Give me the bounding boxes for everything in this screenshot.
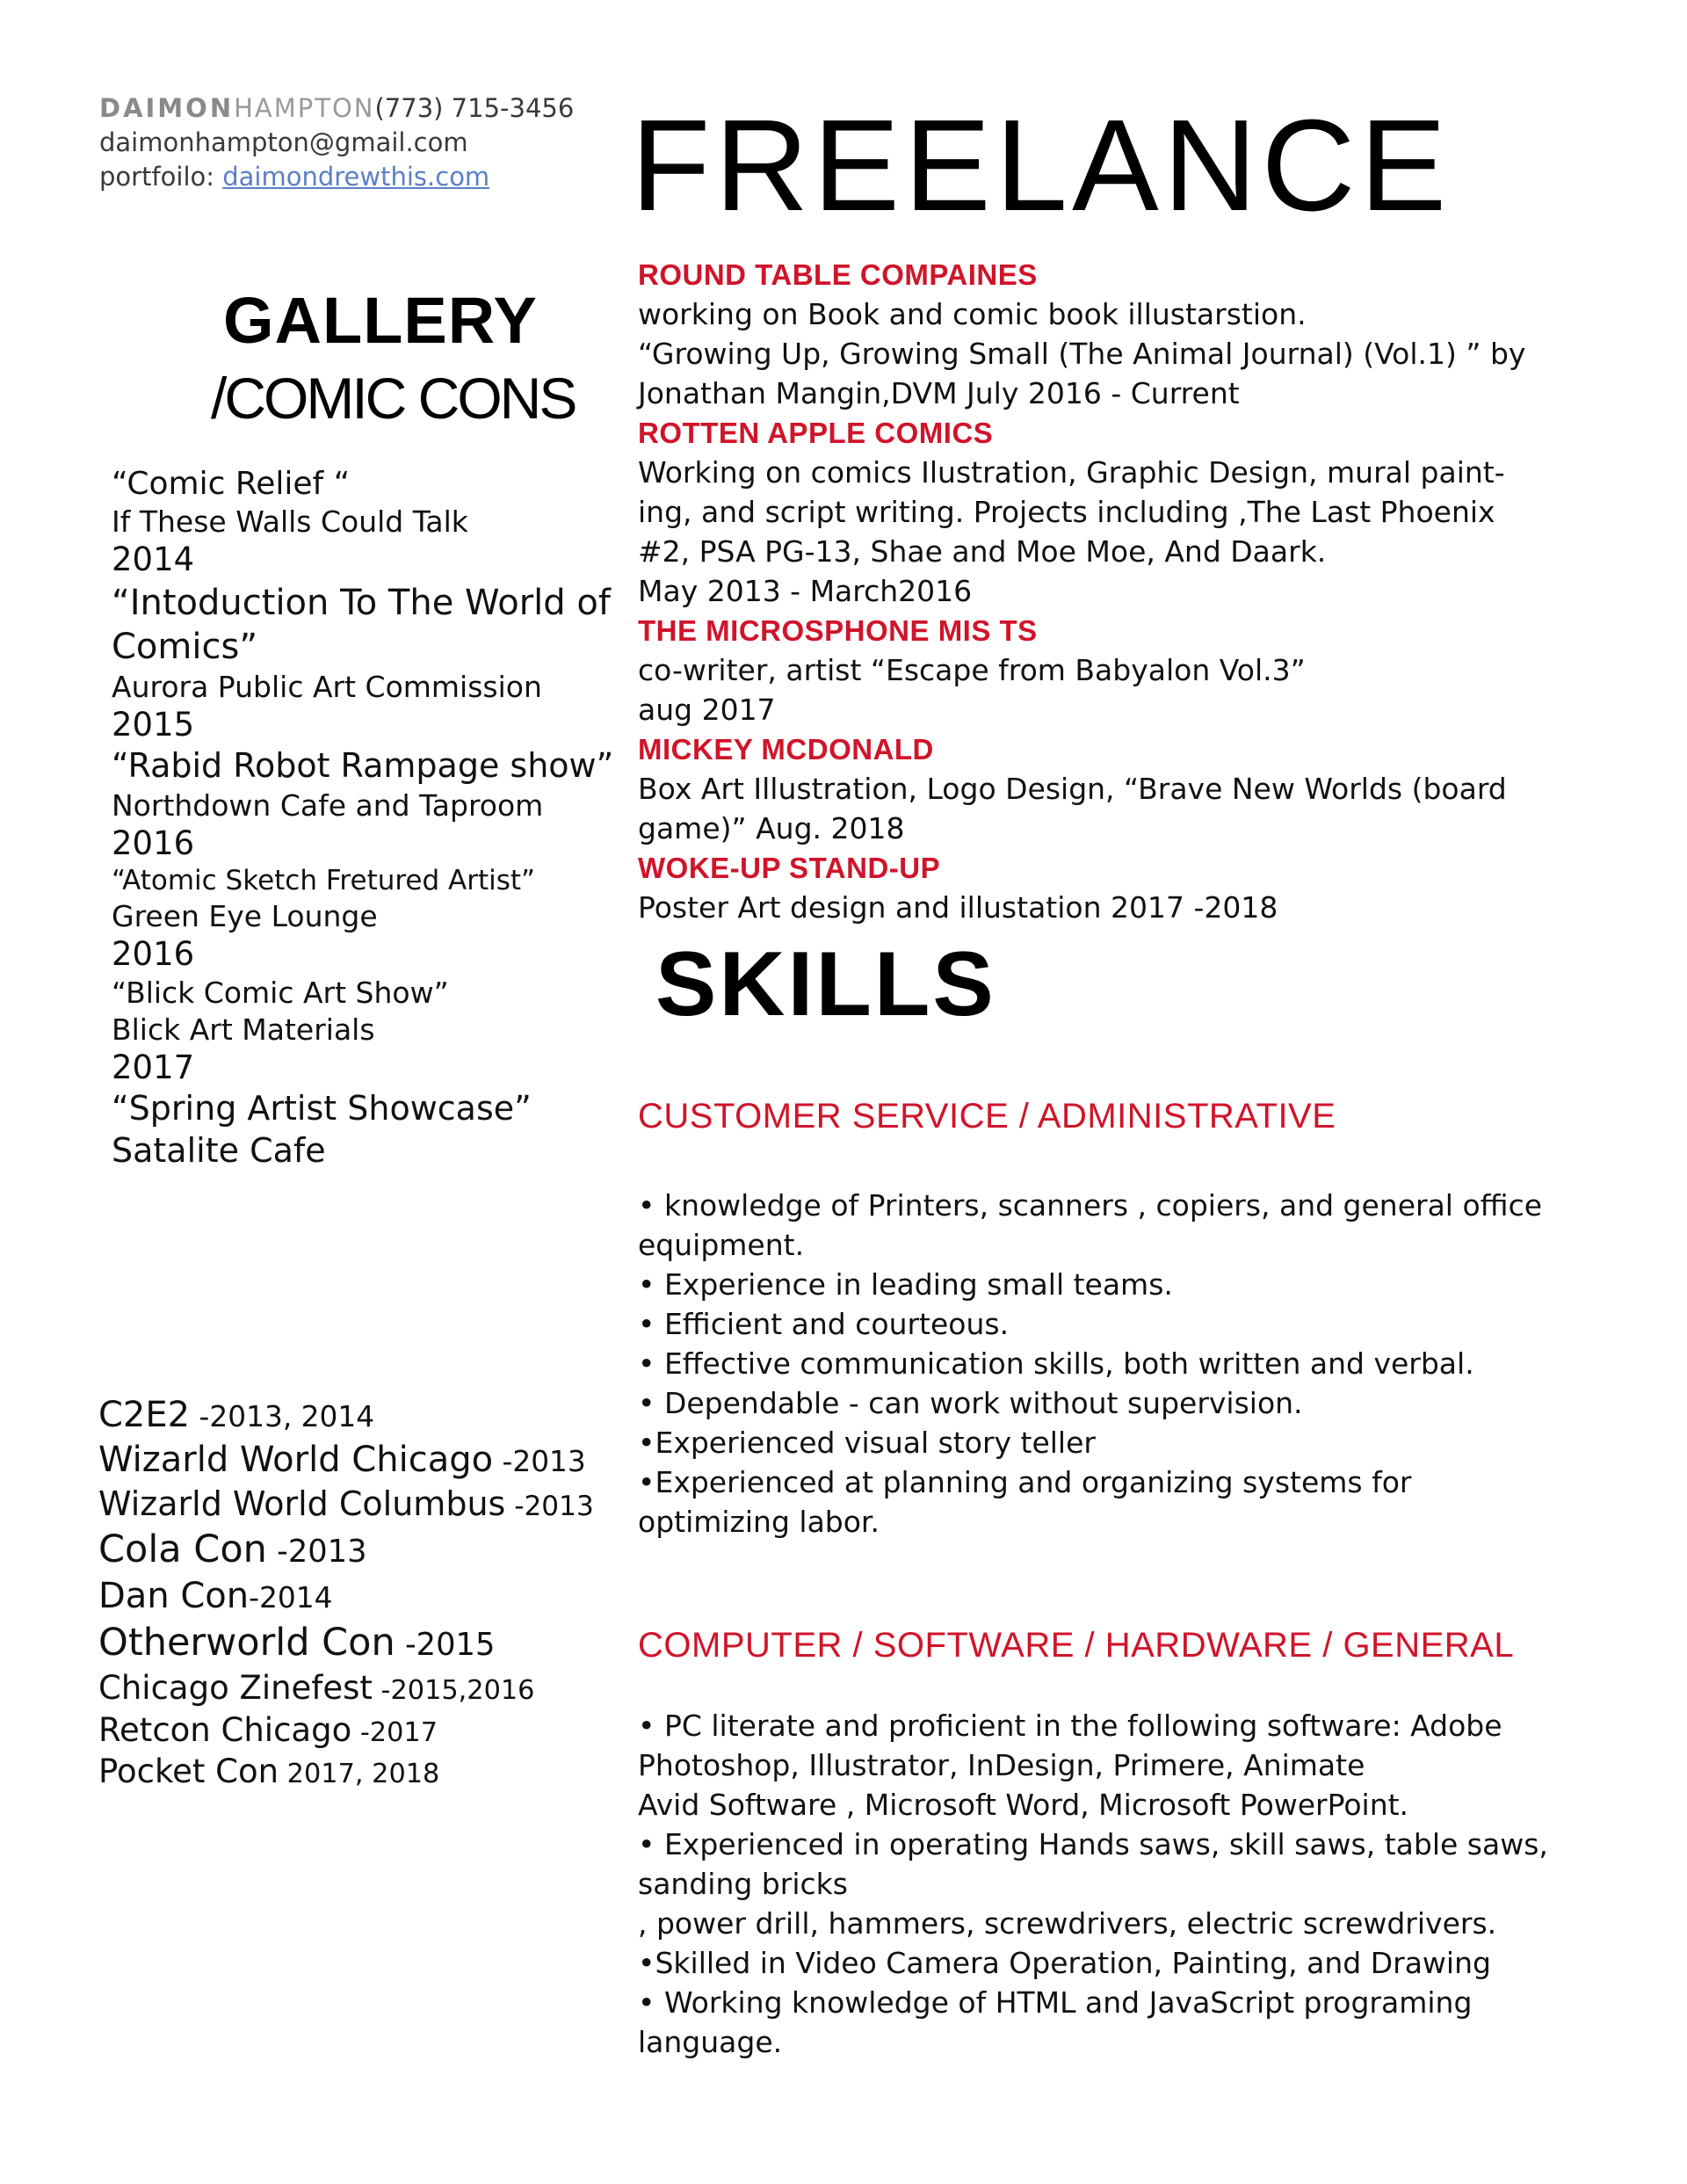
comic-cons-heading: /COMIC CONS (211, 366, 576, 431)
comic-con-years: -2014 (249, 1581, 333, 1615)
freelance-detail-line: Jonathan Mangin,DVM July 2016 - Current (638, 376, 1240, 410)
gallery-entry: If These Walls Could Talk (112, 504, 468, 539)
skill-line: Avid Software , Microsoft Word, Microsoft PowerPoint. (638, 1788, 1409, 1822)
freelance-detail-line: ing, and script writing. Projects including ,The Last Phoenix (638, 495, 1495, 529)
skill-line: optimizing labor. (638, 1505, 880, 1539)
skill-line: • Effective communication skills, both written and verbal. (638, 1346, 1474, 1381)
comic-con-years: -2013 (493, 1445, 586, 1479)
last-name: HAMPTON (234, 93, 375, 123)
email: daimonhampton@gmail.com (99, 127, 468, 157)
freelance-company: ROTTEN APPLE COMICS (638, 417, 994, 449)
freelance-detail-line: co-writer, artist “Escape from Babyalon Vol.3” (638, 653, 1306, 687)
comic-con-years: -2013 (505, 1491, 594, 1523)
freelance-detail-line: #2, PSA PG-13, Shae and Moe Moe, And Daark. (638, 534, 1327, 569)
gallery-list (112, 464, 614, 1172)
skill-line: • Dependable - can work without supervision. (638, 1386, 1303, 1420)
skill-line: Photoshop, Illustrator, InDesign, Primere, Animate (638, 1748, 1365, 1782)
comic-con-entry (98, 1438, 594, 1483)
gallery-entry: 2016 (112, 935, 195, 973)
gallery-entry: Green Eye Lounge (112, 898, 378, 933)
gallery-entry: Comics” (112, 626, 258, 667)
freelance-detail-line: “Growing Up, Growing Small (The Animal Journal) (Vol.1) ” by (638, 337, 1526, 371)
comic-con-years: -2013, 2014 (190, 1400, 375, 1433)
name-phone-line (99, 91, 574, 126)
skills-heading: SKILLS (655, 933, 996, 1035)
skill-line: • Experience in leading small teams. (638, 1267, 1173, 1302)
skill-line: • Experienced in operating Hands saws, skill saws, table saws, (638, 1827, 1548, 1861)
comic-con-entry (98, 1526, 594, 1574)
gallery-entry: “Atomic Sketch Fretured Artist” (112, 865, 536, 896)
comic-con-name: Cola Con (98, 1527, 267, 1571)
freelance-list (638, 255, 1526, 927)
freelance-detail-line: game)” Aug. 2018 (638, 811, 905, 845)
freelance-detail-line: Working on comics Ilustration, Graphic Design, mural paint- (638, 455, 1505, 490)
skill-line: , power drill, hammers, screwdrivers, electric screwdrivers. (638, 1906, 1497, 1941)
comic-cons-list (98, 1393, 594, 1792)
gallery-entry: 2017 (112, 1048, 195, 1086)
portfolio-label: portfoilo: (99, 162, 223, 192)
gallery-entry: Satalite Cafe (112, 1130, 326, 1170)
comic-con-entry (98, 1619, 594, 1667)
customer-service-list (638, 1186, 1543, 1542)
customer-service-heading: CUSTOMER SERVICE / ADMINISTRATIVE (638, 1097, 1336, 1136)
skill-line: •Experienced at planning and organizing systems for (638, 1465, 1412, 1499)
comic-con-years: -2015,2016 (372, 1675, 535, 1707)
gallery-entry: “Rabid Robot Rampage show” (112, 746, 614, 785)
portfolio-line (99, 160, 574, 194)
skill-line: •Skilled in Video Camera Operation, Painting, and Drawing (638, 1946, 1491, 1980)
comic-con-entry (98, 1709, 594, 1751)
gallery-entry: “Spring Artist Showcase” (112, 1089, 532, 1128)
comic-con-years: -2017 (351, 1716, 438, 1748)
freelance-detail-line: Box Art Illustration, Logo Design, “Brave New Worlds (board (638, 772, 1507, 806)
comic-con-entry (98, 1751, 594, 1792)
skill-line: language. (638, 2025, 783, 2059)
gallery-heading: GALLERY (223, 284, 538, 357)
comic-con-years: -2015 (395, 1627, 496, 1664)
phone: (773) 715-3456 (374, 93, 575, 123)
gallery-entry: “Blick Comic Art Show” (112, 976, 449, 1011)
contact-block (99, 91, 574, 194)
freelance-company: MICKEY MCDONALD (638, 733, 934, 765)
computer-heading: COMPUTER / SOFTWARE / HARDWARE / GENERAL (638, 1626, 1515, 1665)
computer-skills-list (638, 1706, 1548, 2062)
skill-line: • Working knowledge of HTML and JavaScript programing (638, 1985, 1473, 2020)
comic-con-name: Chicago Zinefest (98, 1669, 373, 1708)
comic-con-name: Wizarld World Columbus (98, 1484, 506, 1524)
freelance-detail-line: Poster Art design and illustation 2017 -2018 (638, 890, 1278, 925)
comic-con-name: Otherworld Con (98, 1621, 395, 1665)
gallery-entry: “Comic Relief “ (112, 466, 351, 502)
skill-line: sanding bricks (638, 1867, 848, 1901)
comic-con-years: 2017, 2018 (279, 1758, 440, 1789)
gallery-entry: Aurora Public Art Commission (112, 669, 542, 704)
comic-con-entry (98, 1483, 594, 1526)
comic-con-name: Dan Con (98, 1576, 250, 1617)
gallery-entry: “Intoduction To The World of (112, 582, 611, 623)
gallery-entry: Blick Art Materials (112, 1012, 375, 1047)
comic-con-name: Wizarld World Chicago (98, 1440, 494, 1481)
first-name: DAIMON (99, 93, 235, 123)
comic-con-years: -2013 (266, 1534, 367, 1570)
gallery-entry: 2016 (112, 824, 195, 862)
freelance-company: ROUND TABLE COMPAINES (638, 258, 1038, 291)
freelance-detail-line: aug 2017 (638, 693, 776, 727)
skill-line: • Efficient and courteous. (638, 1307, 1010, 1341)
freelance-detail-line: May 2013 - March2016 (638, 574, 973, 608)
skill-line: • PC literate and proficient in the following software: Adobe (638, 1709, 1502, 1743)
comic-con-entry (98, 1393, 594, 1438)
freelance-company: THE MICROSPHONE MIS TS (638, 614, 1038, 647)
portfolio-link[interactable]: daimondrewthis.com (222, 162, 490, 192)
gallery-entry: 2014 (112, 541, 195, 579)
freelance-detail-line: working on Book and comic book illustarstion. (638, 297, 1307, 331)
comic-con-entry (98, 1574, 594, 1619)
gallery-entry: Northdown Cafe and Taproom (112, 787, 544, 823)
freelance-heading: FREELANCE (631, 93, 1452, 238)
freelance-company: WOKE-UP STAND-UP (638, 852, 941, 884)
gallery-entry: 2015 (112, 705, 195, 744)
skill-line: • knowledge of Printers, scanners , copiers, and general office (638, 1188, 1543, 1223)
skill-line: •Experienced visual story teller (638, 1426, 1096, 1460)
skill-line: equipment. (638, 1228, 805, 1262)
comic-con-name: C2E2 (98, 1395, 191, 1435)
comic-con-name: Pocket Con (98, 1752, 279, 1790)
comic-con-entry (98, 1667, 594, 1709)
comic-con-name: Retcon Chicago (98, 1710, 352, 1749)
